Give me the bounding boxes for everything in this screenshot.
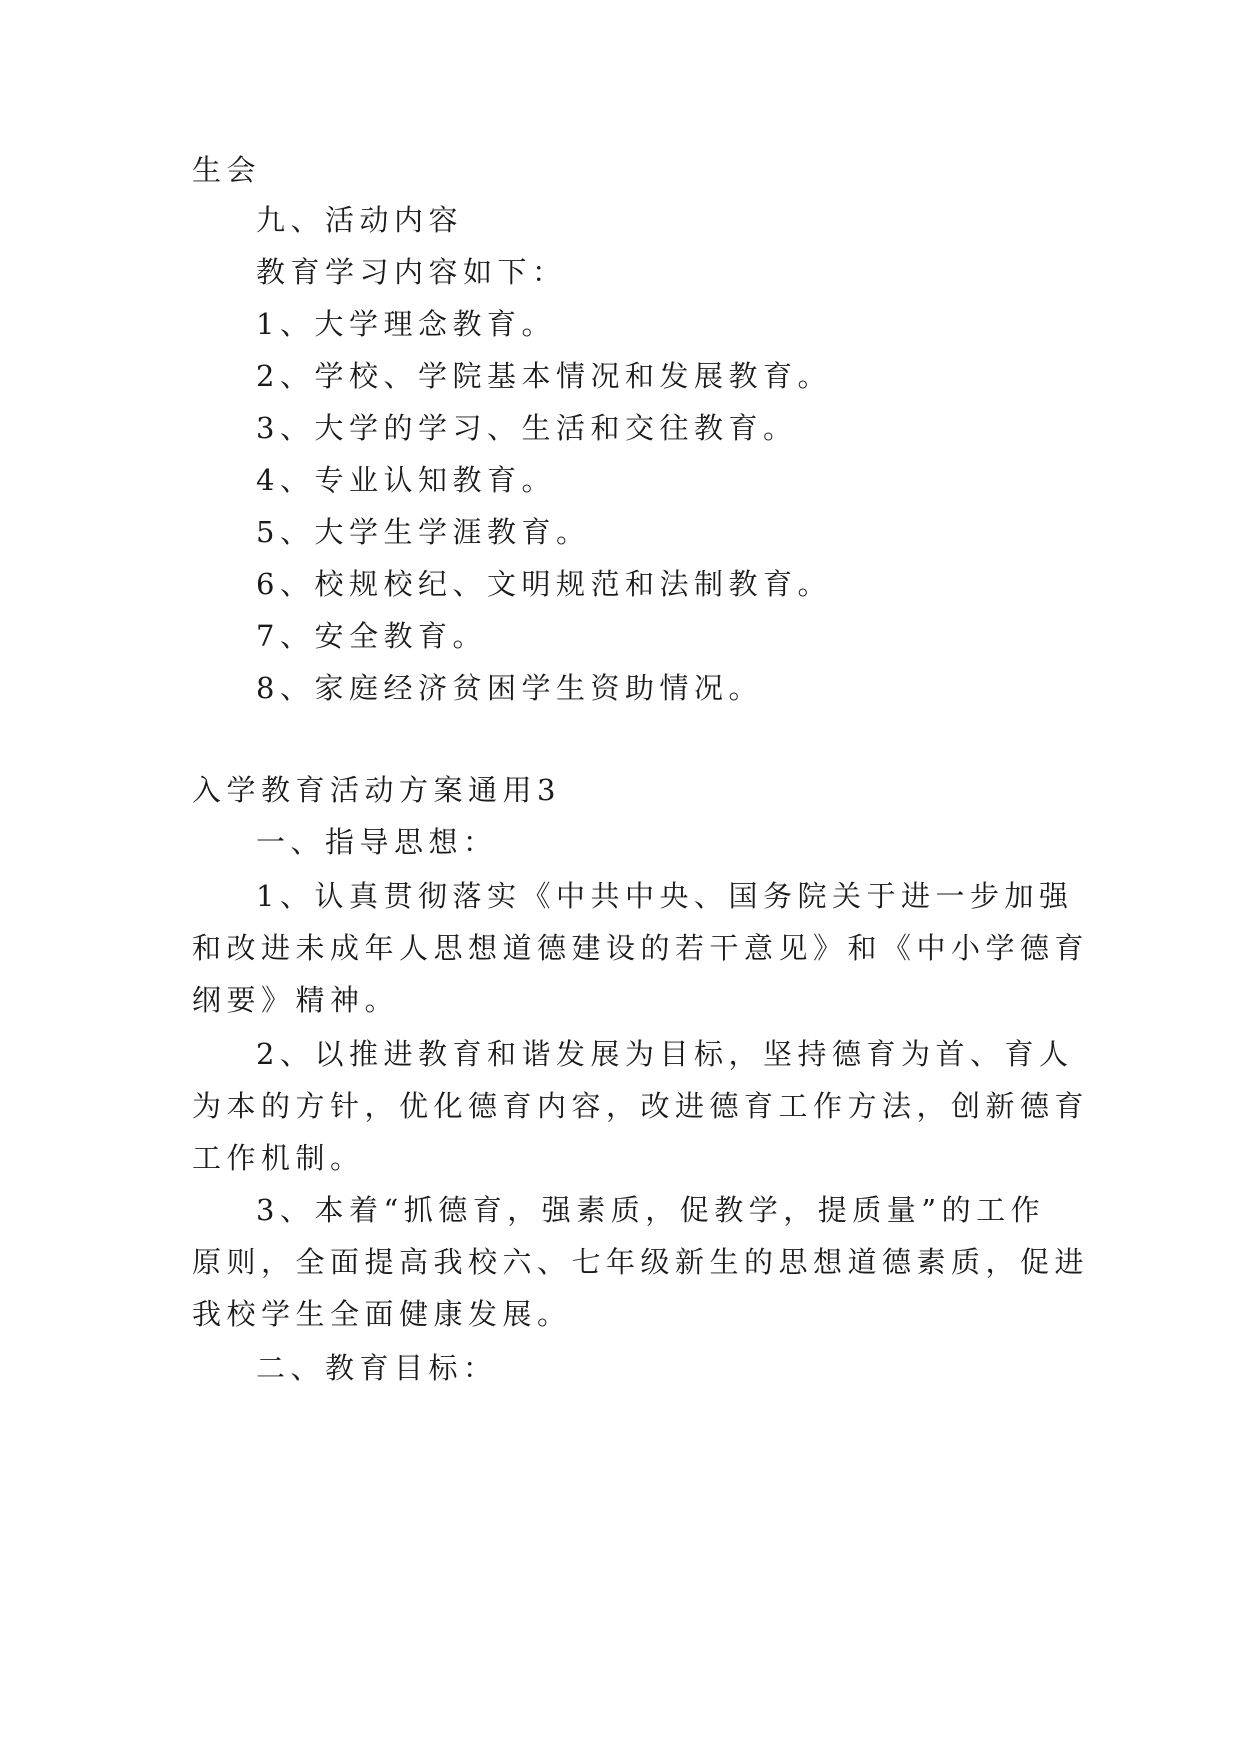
section-heading-guiding-ideology: 一、指导思想： bbox=[256, 825, 498, 859]
list-item: 4、专业认知教育。 bbox=[256, 463, 556, 497]
list-item: 7、安全教育。 bbox=[256, 619, 487, 653]
continuation-text: 生会 bbox=[192, 153, 262, 187]
paragraph-line: 纲要》精神。 bbox=[192, 983, 400, 1017]
paragraph-line: 2、以推进教育和谐发展为目标，坚持德育为首、育人 bbox=[256, 1037, 1074, 1071]
list-item: 1、大学理念教育。 bbox=[256, 307, 556, 341]
list-item: 3、大学的学习、生活和交往教育。 bbox=[256, 411, 798, 445]
section-intro: 教育学习内容如下： bbox=[256, 255, 567, 289]
paragraph-line: 3、本着“抓德育，强素质，促教学，提质量”的工作 bbox=[256, 1193, 1046, 1227]
paragraph-line: 和改进未成年人思想道德建设的若干意见》和《中小学德育 bbox=[192, 931, 1090, 965]
paragraph-line: 我校学生全面健康发展。 bbox=[192, 1297, 572, 1331]
section-heading-education-goals: 二、教育目标： bbox=[256, 1351, 498, 1385]
plan-title: 入学教育活动方案通用3 bbox=[192, 773, 561, 807]
paragraph-line: 原则，全面提高我校六、七年级新生的思想道德素质，促进 bbox=[192, 1245, 1090, 1279]
list-item: 8、家庭经济贫困学生资助情况。 bbox=[256, 671, 763, 705]
section-heading-activity-content: 九、活动内容 bbox=[256, 203, 464, 237]
list-item: 6、校规校纪、文明规范和法制教育。 bbox=[256, 567, 832, 601]
paragraph-line: 1、认真贯彻落实《中共中央、国务院关于进一步加强 bbox=[256, 879, 1074, 913]
list-item: 5、大学生学涯教育。 bbox=[256, 515, 591, 549]
list-item: 2、学校、学院基本情况和发展教育。 bbox=[256, 359, 832, 393]
paragraph-line: 工作机制。 bbox=[192, 1141, 365, 1175]
paragraph-line: 为本的方针，优化德育内容，改进德育工作方法，创新德育 bbox=[192, 1089, 1090, 1123]
